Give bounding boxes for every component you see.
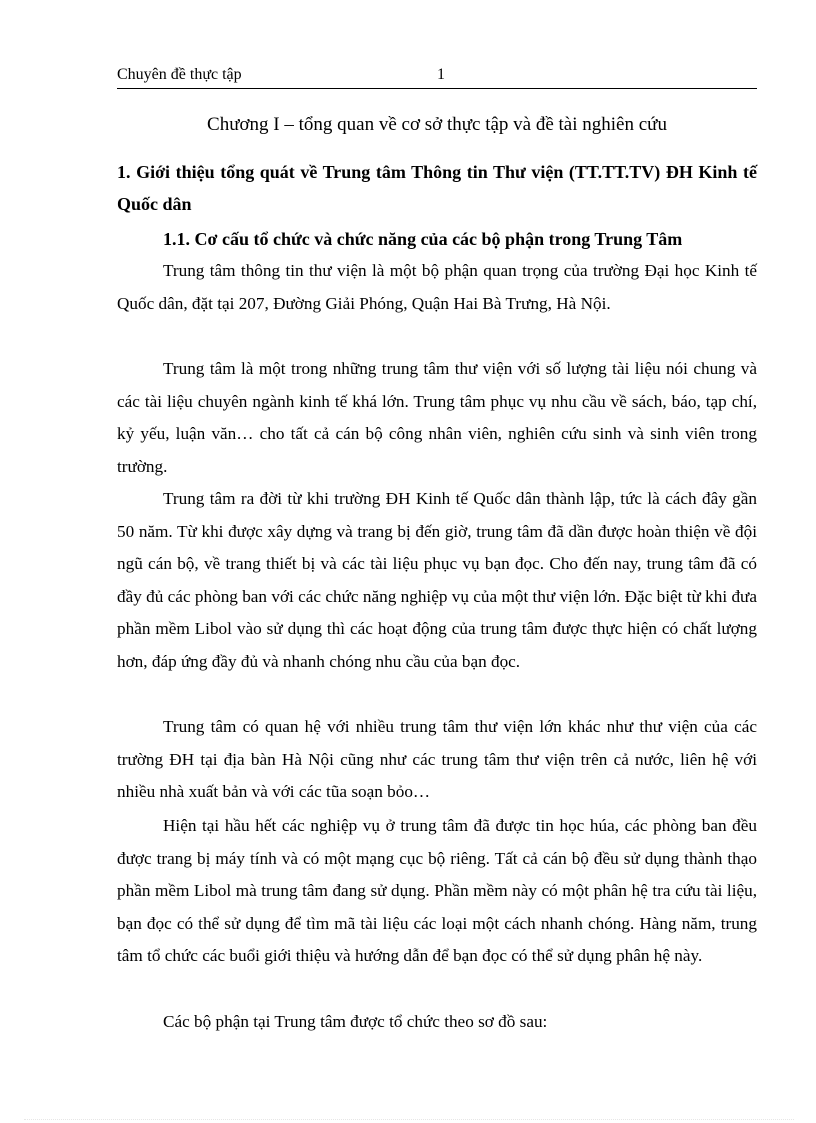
- chapter-title: Chương I – tổng quan về cơ sở thực tập và đề tài nghiên cứu: [207, 114, 667, 135]
- paragraph-6: Các bộ phận tại Trung tâm được tổ chức theo sơ đồ sau:: [163, 1012, 548, 1031]
- paragraph-4: Trung tâm có quan hệ với nhiều trung tâm thư viện lớn khác như thư viện của các trường ĐH tại địa bàn Hà Nội cũng như các trung tâm thư viện trên cả nước, liên hệ với nhiều nhà xuất bản và với các tũa soạn bỏo…: [117, 717, 757, 801]
- header-page-number: 1: [437, 66, 445, 83]
- page-header: [117, 64, 757, 89]
- paragraph-2: Trung tâm là một trong những trung tâm thư viện với số lượng tài liệu nói chung và các tài liệu chuyên ngành kinh tế khá lớn. Trung tâm phục vụ nhu cầu về sách, báo, tạp chí, kỷ yếu, luận văn… cho tất cả cán bộ công nhân viên, nghiên cứu sinh và sinh viên trong trường.: [117, 359, 757, 476]
- subsection-heading: 1.1. Cơ cấu tổ chức và chức năng của các bộ phận trong Trung Tâm: [163, 229, 683, 249]
- paragraph-5: Hiện tại hầu hết các nghiệp vụ ở trung tâm đã được tin học húa, các phòng ban đều được trang bị máy tính và có một mạng cục bộ riêng. Tất cả cán bộ đều sử dụng thành thạo phần mềm Libol mà trung tâm đang sử dụng. Phần mềm này có một phân hệ tra cứu tài liệu, bạn đọc có thể sử dụng để tìm mã tài liệu các loại một cách nhanh chóng. Hàng năm, trung tâm tổ chức các buổi giới thiệu và hướng dẫn để bạn đọc có thể sử dụng phân hệ này.: [117, 816, 757, 965]
- paragraph-1: Trung tâm thông tin thư viện là một bộ phận quan trọng của trường Đại học Kinh tế Quốc dân, đặt tại 207, Đường Giải Phóng, Quận Hai Bà Trưng, Hà Nội.: [117, 261, 757, 313]
- page-bottom-divider: [24, 1119, 794, 1120]
- paragraph-3: Trung tâm ra đời từ khi trường ĐH Kinh tế Quốc dân thành lập, tức là cách đây gần 50 năm. Từ khi được xây dựng và trang bị đến giờ, trung tâm đã dần được hoàn thiện về đội ngũ cán bộ, về trang thiết bị và các tài liệu phục vụ bạn đọc. Cho đến nay, trung tâm đã có đầy đủ các phòng ban với các chức năng nghiệp vụ của một thư viện lớn. Đặc biệt từ khi đưa phần mềm Libol vào sử dụng thì các hoạt động của trung tâm được thực hiện có chất lượng hơn, đáp ứng đầy đủ và nhanh chóng nhu cầu của bạn đọc.: [117, 489, 757, 671]
- header-doc-title: Chuyên đề thực tập: [117, 66, 242, 83]
- section-heading: 1. Giới thiệu tổng quát về Trung tâm Thông tin Thư viện (TT.TT.TV) ĐH Kinh tế Quốc dân: [117, 162, 757, 214]
